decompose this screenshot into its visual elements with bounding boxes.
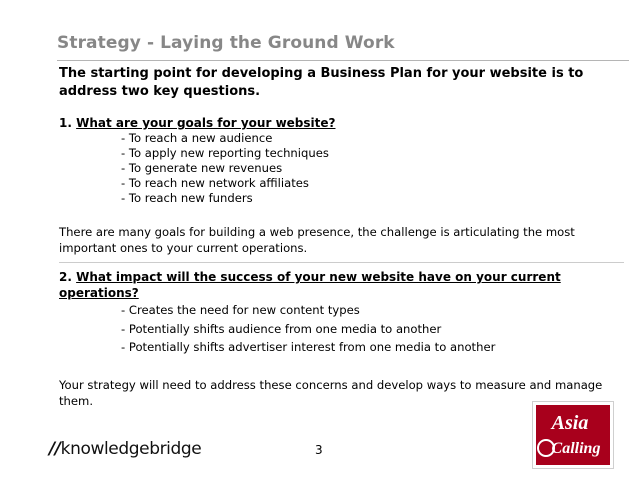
paragraph-goals: There are many goals for building a web presence, the challenge is articulating the most important ones to your current operations. bbox=[59, 225, 575, 255]
logo-badge bbox=[536, 405, 610, 465]
question-2-number: 2. bbox=[59, 270, 72, 284]
question-1-number: 1. bbox=[59, 116, 72, 130]
question-2-bullets bbox=[59, 301, 624, 357]
svg-text:Calling: Calling bbox=[551, 440, 601, 457]
knowledgebridge-logo bbox=[49, 439, 201, 459]
logo-lettering-icon bbox=[536, 405, 608, 463]
page-number: 3 bbox=[315, 443, 323, 457]
paragraph-strategy: Your strategy will need to address these concerns and develop ways to measure and manage them. bbox=[59, 377, 603, 408]
brand-bridge: bridge bbox=[149, 439, 202, 459]
bullet-item: - To reach a new audience bbox=[121, 131, 273, 145]
question-1-bullets bbox=[59, 131, 624, 206]
bullet-item: - To generate new revenues bbox=[121, 161, 283, 175]
brand-knowledge: knowledge bbox=[60, 439, 150, 459]
slide-content bbox=[59, 65, 624, 409]
asia-calling-logo bbox=[532, 401, 614, 469]
slide-title: Strategy - Laying the Ground Work bbox=[57, 33, 395, 53]
question-1 bbox=[59, 115, 624, 131]
bullet-item: - To reach new network affiliates bbox=[121, 176, 309, 190]
bullet-item: - Potentially shifts audience from one media to another bbox=[121, 321, 442, 336]
intro-text: The starting point for developing a Business Plan for your website is to address two key questions. bbox=[59, 66, 584, 99]
bullet-item: - Creates the need for new content types bbox=[121, 303, 360, 317]
question-1-text: What are your goals for your website? bbox=[76, 116, 336, 130]
question-2-text: What impact will the success of your new website have on your current operations? bbox=[59, 270, 561, 300]
question-2 bbox=[59, 269, 624, 301]
bullet-item: - To apply new reporting techniques bbox=[121, 146, 329, 160]
bullet-item: - Potentially shifts advertiser interest from one media to another bbox=[121, 340, 496, 354]
bullet-item: - To reach new funders bbox=[121, 191, 253, 205]
svg-text:Asia: Asia bbox=[551, 412, 589, 434]
title-divider bbox=[57, 60, 629, 61]
brand-slash: // bbox=[49, 439, 61, 459]
